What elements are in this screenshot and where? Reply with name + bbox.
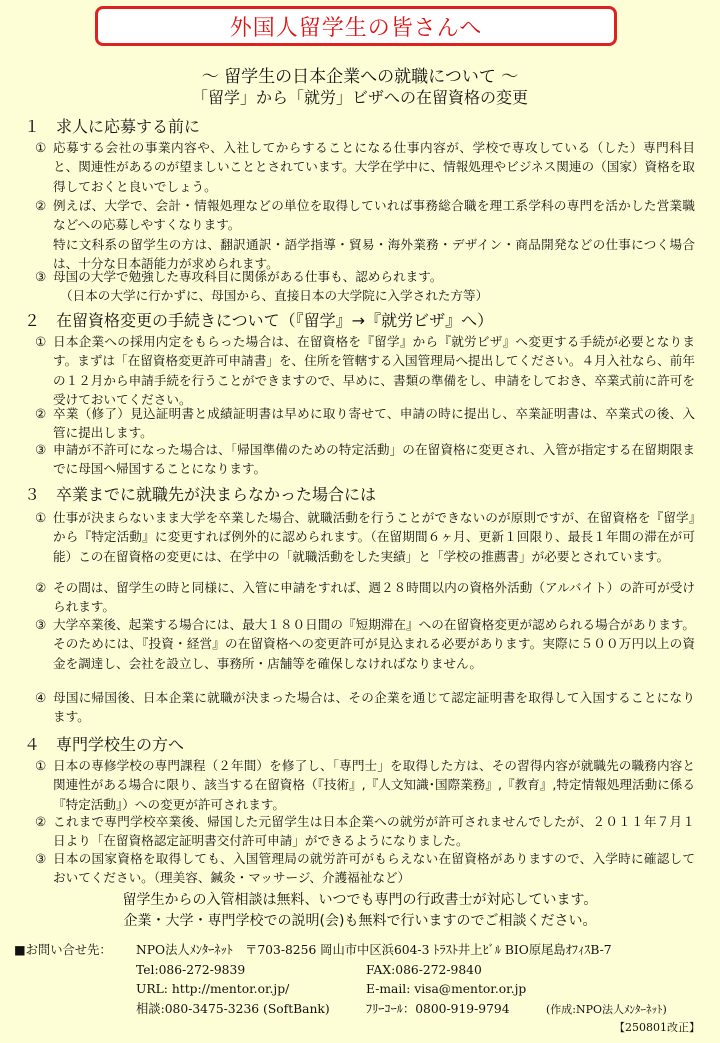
closing-line: 留学生からの入管相談は無料、いつでも専門の行政書士が対応しています。 <box>122 892 598 908</box>
item-text: 卒業（修了）見込証明書と成績証明書は早めに取り寄せて、申請の時に提出し、卒業証明書は、卒業式の後、入管に提出します。 <box>53 406 695 441</box>
list-item <box>35 849 695 888</box>
item-text: 例えば、大学で、会計・情報処理などの単位を取得していれば事務総合職を理工系学科の専門を活かした営業職などへの応募しやすくなります。 <box>53 198 695 233</box>
list-item <box>35 508 695 566</box>
contact-fax: FAX:086-272-9840 <box>366 962 482 977</box>
list-item <box>35 688 695 727</box>
list-item <box>35 578 695 617</box>
item-number: ① <box>35 510 47 525</box>
item-text: 日本企業への採用内定をもらった場合は、在留資格を『留学』から『就労ビザ』へ変更する手続が必要となります。まずは「在留資格変更許可申請書」を、住所を管轄する入国管理局へ提出してください。４月入社なら、前年の１２月から申請手続を行うことができますので、早めに、書類の準備をし、申請をしておき、卒業式前に許可を受けておいてください。 <box>53 334 695 408</box>
item-number: ③ <box>35 269 47 284</box>
subtitle: ～ 留学生の日本企業への就職について ～ <box>201 67 519 87</box>
item-text: 母国の大学で勉強した専攻科目に関係がある仕事も、認められます。 <box>53 269 443 284</box>
contact-freecall: ﾌﾘｰｺｰﾙ：0800-919-9794 <box>366 1001 510 1016</box>
item-number: ① <box>35 140 47 155</box>
subtitle-sub: 「留学」から「就労」ビザへの在留資格の変更 <box>191 88 528 107</box>
section-heading: ２ 在留資格変更の手続きについて（『留学』→『就労ビザ』へ） <box>24 311 494 330</box>
contact-url[interactable]: URL: http://mentor.or.jp/ <box>136 982 290 997</box>
list-item <box>35 812 695 851</box>
contact-block <box>14 941 667 1019</box>
contact-org: NPO法人ﾒﾝﾀｰﾈｯﾄ 〒703-8256 岡山市中区浜604-3 ﾄﾗｽﾄ井上ﾋﾞﾙ BIO原尾島ｵﾌｨｽB-7 <box>136 943 612 957</box>
contact-label: ■お問い合せ先： <box>14 943 112 957</box>
item-number: ② <box>35 580 47 595</box>
item-text: 日本の国家資格を取得しても、入国管理局の就労許可がもらえない在留資格がありますので、入学時に確認しておいてください。（理美容、鍼灸・マッサージ、介護福祉など） <box>53 851 695 886</box>
item-text: 仕事が決まらないまま大学を卒業した場合、就職活動を行うことができないのが原則ですが、在留資格を『留学』から『特定活動』に変更すれば例外的に認められます。（在留期間６ヶ月、更新１回限り、最長１年間の滞在が可能）この在留資格の変更には、在学中の「就職活動をした実績」と「学校の推薦書」が必要とされています。 <box>53 510 695 564</box>
page-title: 外国人留学生の皆さんへ <box>95 6 617 46</box>
item-text: 応募する会社の事業内容や、入社してからすることになる仕事内容が、学校で専攻している（した）専門科目と、関連性があるのが望ましいこととされています。大学在学中に、情報処理やビジネス関連の（国家）資格を取得しておくと良いでしょう。 <box>53 140 695 194</box>
item-number: ③ <box>35 617 47 632</box>
list-item <box>35 332 695 410</box>
section-heading: ４ 専門学校生の方へ <box>24 735 185 754</box>
revision-stamp: 【250801改正】 <box>614 1021 700 1034</box>
list-item <box>35 440 695 479</box>
item-text: 大学卒業後、起業する場合には、最大１８０日間の『短期滞在』への在留資格変更が認められる場合があります。そのためには、『投資・経営』の在留資格への変更許可が見込まれる必要があります。実際に５００万円以上の資金を調達し、会社を設立し、事務所・店舗等を確保しなければなりません。 <box>53 617 695 671</box>
item-note: （日本の大学に行かずに、母国から、直接日本の大学院に入学された方等） <box>60 288 489 303</box>
list-item <box>35 196 695 274</box>
list-item <box>35 267 695 286</box>
item-text: 日本の専修学校の専門課程（２年間）を修了し、「専門士」を取得した方は、その習得内容が就職先の職務内容と関連性がある場合に限り、該当する在留資格（『技術』,『人文知識･国際業務』,『教育』,特定情報処理活動に係る『特定活動』）への変更が許可されます。 <box>53 758 695 812</box>
closing-line: 企業・大学・専門学校での説明(会)も無料で行いますのでご相談ください。 <box>123 913 597 929</box>
contact-email[interactable]: E-mail: visa@mentor.or.jp <box>366 982 527 997</box>
section-heading: １ 求人に応募する前に <box>24 117 201 136</box>
list-item <box>35 756 695 814</box>
item-number: ② <box>35 198 47 213</box>
item-text: これまで専門学校卒業後、帰国した元留学生は日本企業への就労が許可されませんでしたが、２０１１年７月１日より「在留資格認定証明書交付許可申請」ができるようになりました。 <box>53 814 695 849</box>
item-number: ① <box>35 334 47 349</box>
list-item <box>35 615 695 673</box>
section-heading: ３ 卒業までに就職先が決まらなかった場合には <box>24 485 377 504</box>
item-number: ③ <box>35 442 47 457</box>
contact-consult: 相談:080-3475-3236 (SoftBank) <box>136 1001 330 1016</box>
item-text: その間は、留学生の時と同様に、入管に申請をすれば、週２８時間以内の資格外活動（アルバイト）の許可が受けられます。 <box>53 580 695 615</box>
item-number: ① <box>35 758 47 773</box>
list-item <box>35 404 695 443</box>
item-number: ④ <box>35 690 47 705</box>
item-number: ③ <box>35 851 47 866</box>
item-text-extra: 特に文科系の留学生の方は、翻訳通訳・語学指導・貿易・海外業務・デザイン・商品開発などの仕事につく場合は、十分な日本語能力が求められます。 <box>53 236 695 272</box>
contact-tel: Tel:086-272-9839 <box>136 962 246 977</box>
contact-author: (作成:NPO法人ﾒﾝﾀｰﾈｯﾄ) <box>546 1002 667 1016</box>
item-number: ② <box>35 814 47 829</box>
item-number: ② <box>35 406 47 421</box>
item-text: 申請が不許可になった場合は、「帰国準備のための特定活動」の在留資格に変更され、入管が指定する在留期限までに母国へ帰国することになります。 <box>53 442 695 477</box>
list-item <box>35 138 695 196</box>
item-text: 母国に帰国後、日本企業に就職が決まった場合は、その企業を通じて認定証明書を取得して入国することになります。 <box>53 690 695 725</box>
